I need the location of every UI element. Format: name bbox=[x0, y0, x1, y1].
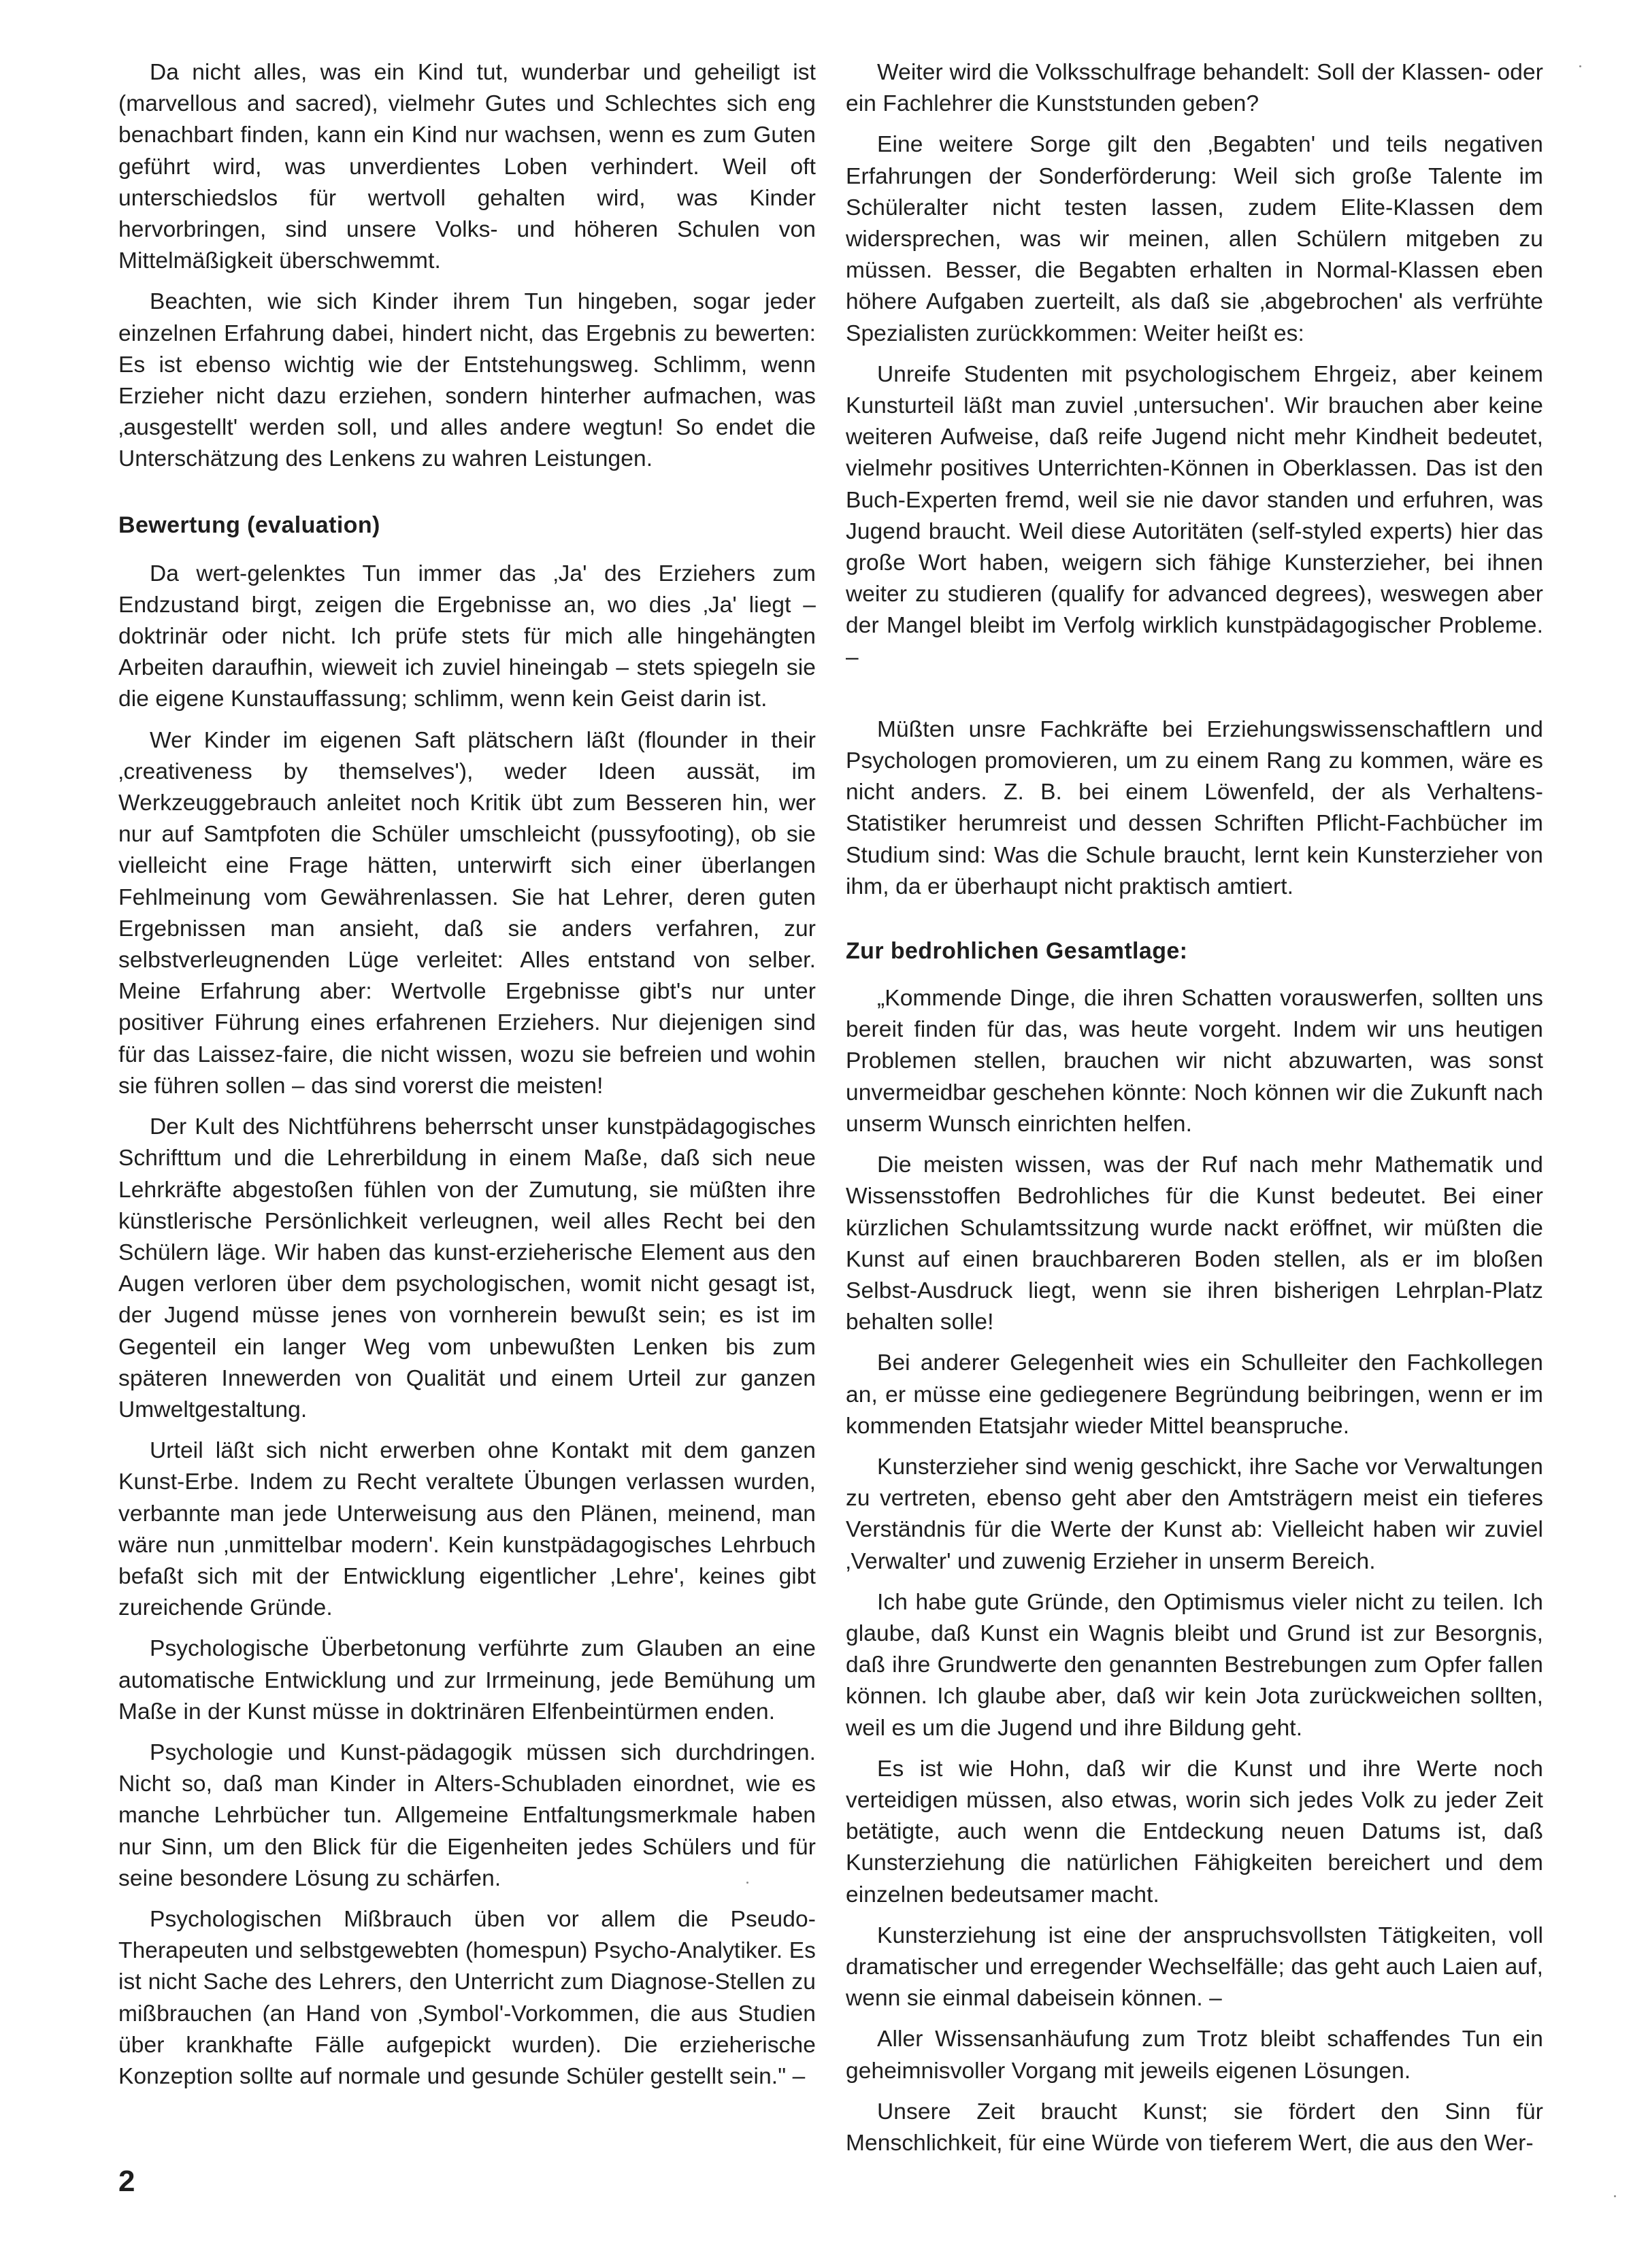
section-gap bbox=[846, 683, 1543, 714]
paragraph: „Kommende Dinge, die ihren Schatten vorauswerfen, sollten uns bereit finden für das, was heute vorgeht. Indem wir uns heutigen Problemen stellen, brauchen wir nicht abzuwarten, was sonst unvermeidbar geschehen könnte: Noch können wir die Zukunft nach unserm Wunsch einrichten helfen. bbox=[846, 986, 1543, 1137]
paragraph: Kunsterzieher sind wenig geschickt, ihre Sache vor Verwaltungen zu vertreten, ebenso geht aber den Amtsträgern meist ein tieferes Verständnis für die Werte der Kunst ab: Vielleicht haben wir zuviel ‚Verwalter' und zuwenig Erzieher in unserm Bereich. bbox=[846, 1454, 1543, 1574]
paragraph: Beachten, wie sich Kinder ihrem Tun hingeben, sogar jeder einzelnen Erfahrung dabei, hindert nicht, das Ergebnis zu bewerten: Es ist ebenso wichtig wie der Entstehungsweg. Schlimm, wenn Erzieher nicht dazu erziehen, sondern hinterher aufmachen, was ‚ausgestellt' werden soll, und alles andere wegtun! So endet die Unterschätzung des Lenkens zu wahren Leistungen. bbox=[118, 289, 816, 472]
paragraph: Kunsterziehung ist eine der anspruchsvollsten Tätigkeiten, voll dramatischer und erregender Wechselfälle; das geht auch Laien auf, wenn sie einmal dabeisein können. – bbox=[846, 1922, 1543, 2012]
paragraph: Psychologischen Mißbrauch üben vor allem die Pseudo-Therapeuten und selbstgewebten (homespun) Psycho-Analytiker. Es ist nicht Sache des Lehrers, den Unterricht zum Diagnose-Stellen zu mißbrauchen (an Hand von ‚Symbol'-Vorkommen, die aus Studien über krankhafte Fälle aufgepickt wurden). Die erzieherische Konzeption sollte auf normale und gesunde Schüler gestellt sein." – bbox=[118, 1906, 816, 2089]
right-column bbox=[846, 57, 1543, 2169]
print-speck bbox=[1614, 2195, 1616, 2197]
paragraph: Wer Kinder im eigenen Saft plätschern läßt (flounder in their ‚creativeness by themselves'), weder Ideen aussät, im Werkzeuggebrauch anleitet noch Kritik übt zum Besseren hin, wer nur auf Samtpfoten die Schüler umschleicht (pussyfooting), ob sie vielleicht eine Frage hätten, unterwirft sich einer überlangen Fehlmeinung vom Gewährenlassen. Sie hat Lehrer, deren guten Ergebnissen man ansieht, daß sie anders verfahren, zur selbstverleugnenden Lüge verleitet: Alles entstand von selber. Meine Erfahrung aber: Wertvolle Ergebnisse gibt's nur unter positiver Führung eines erfahrenen Erziehers. Nur diejenigen sind für das Laissez-faire, die nicht wissen, wozu sie befreien und wohin sie führen sollen – das sind vorerst die meisten! bbox=[118, 727, 816, 1099]
paragraph: Müßten unsre Fachkräfte bei Erziehungswissenschaftlern und Psychologen promovieren, um zu einem Rang zu kommen, wäre es nicht anders. Z. B. bei einem Löwenfeld, der als Verhaltens-Statistiker herumreist und dessen Schriften Pflicht-Fachbücher im Studium sind: Was die Schule braucht, lernt kein Kunsterzieher von ihm, da er überhaupt nicht praktisch amtiert. bbox=[846, 716, 1543, 899]
paragraph: Der Kult des Nichtführens beherrscht unser kunstpädagogisches Schrifttum und die Lehrerbildung in einem Maße, daß sich neue Lehrkräfte abgestoßen fühlen von der Zumutung, sie müßten ihre künstlerische Persönlichkeit verleugnen, weil alles Recht bei den Schülern läge. Wir haben das kunst-erzieherische Element aus den Augen verloren über dem psychologischen, womit nicht gesagt ist, der Jugend müsse jenes von vornherein bewußt sein; es ist im Gegenteil ein langer Weg vom unbewußten Lenken bis zum späteren Innewerden von Qualität und einem Urteil zur ganzen Umweltgestaltung. bbox=[118, 1114, 816, 1422]
paragraph: Da wert-gelenktes Tun immer das ‚Ja' des Erziehers zum Endzustand birgt, zeigen die Ergebnisse an, wo dies ‚Ja' liegt – doktrinär oder nicht. Ich prüfe stets für mich alle hingehängten Arbeiten daraufhin, wieweit ich zuviel hineingab – stets spiegeln sie die eigene Kunstauffassung; schlimm, wenn kein Geist darin ist. bbox=[118, 561, 816, 712]
paragraph: Psychologie und Kunst-pädagogik müssen sich durchdringen. Nicht so, daß man Kinder in Alters-Schubladen einordnet, wie es manche Lehrbücher tun. Allgemeine Entfaltungsmerkmale haben nur Sinn, um den Blick für die Eigenheiten jedes Schülers und für seine besondere Lösung zu schärfen. bbox=[118, 1739, 816, 1891]
paragraph: Unreife Studenten mit psychologischem Ehrgeiz, aber keinem Kunsturteil läßt man zuviel ‚untersuchen'. Wir brauchen aber keine weiteren Aufweise, daß reife Jugend nicht mehr Kindheit bedeutet, vielmehr positives Unterrichten-Können in Oberklassen. Das ist den Buch-Experten fremd, weil sie nie davor standen und erfuhren, was Jugend braucht. Weil diese Autoritäten (self-styled experts) hier das große Wort haben, weigern sich fähige Kunsterzieher, bei ihnen weiter zu studieren (qualify for advanced degrees), weswegen aber der Mangel bleibt im Verfolg wirklich kunstpädagogischer Probleme. – bbox=[846, 361, 1543, 670]
paragraph: Es ist wie Hohn, daß wir die Kunst und ihre Werte noch verteidigen müssen, also etwas, worin sich jedes Volk zu jeder Zeit betätigte, auch wenn die Entdeckung neuen Datums ist, daß Kunsterziehung die natürlichen Fähigkeiten bereichert und dem einzelnen bedeutsamer macht. bbox=[846, 1756, 1543, 1907]
print-speck bbox=[746, 1882, 748, 1884]
paragraph: Aller Wissensanhäufung zum Trotz bleibt schaffendes Tun ein geheimnisvoller Vorgang mit jeweils eigenen Lösungen. bbox=[846, 2027, 1543, 2084]
paragraph: Ich habe gute Gründe, den Optimismus vieler nicht zu teilen. Ich glaube, daß Kunst ein Wagnis bleibt und Grund ist zur Besorgnis, daß ihre Grundwerte den genannten Bestrebungen zum Opfer fallen können. Ich glaube aber, daß wir kein Jota zurückweichen sollten, weil es um die Jugend und ihre Bildung geht. bbox=[846, 1589, 1543, 1741]
paragraph: Die meisten wissen, was der Ruf nach mehr Mathematik und Wissensstoffen Bedrohliches für die Kunst bedeutet. Bei einer kürzlichen Schulamtssitzung wurde nackt eröffnet, wir müßten die Kunst auf einen brauchbareren Boden stellen, als er im bloßen Selbst-Ausdruck liegt, wenn sie ihren bisherigen Lehrplan-Platz behalten solle! bbox=[846, 1152, 1543, 1335]
paragraph: Psychologische Überbetonung verführte zum Glauben an eine automatische Entwicklung und zur Irrmeinung, jede Bemühung um Maße in der Kunst müsse in doktrinären Elfenbeintürmen enden. bbox=[118, 1636, 816, 1724]
paragraph: Da nicht alles, was ein Kind tut, wunderbar und geheiligt ist (marvellous and sacred), vielmehr Gutes und Schlechtes sich eng benachbart finden, kann ein Kind nur wachsen, wenn es zum Guten geführt wird, was unverdientes Loben verhindert. Weil oft unterschiedslos für wertvoll gehalten wird, was Kinder hervorbringen, sind unsere Volks- und höheren Schulen von Mittelmäßigkeit überschwemmt. bbox=[118, 60, 816, 274]
section-heading-gesamtlage: Zur bedrohlichen Gesamtlage: bbox=[846, 938, 1188, 965]
print-speck bbox=[1579, 65, 1581, 67]
paragraph: Urteil läßt sich nicht erwerben ohne Kontakt mit dem ganzen Kunst-Erbe. Indem zu Recht veraltete Übungen verlassen wurden, verbannte man jede Unterweisung aus den Plänen, meinend, man wäre nun ‚unmittelbar modern'. Kein kunstpädagogisches Lehrbuch befaßt sich mit der Entwicklung eigentlicher ‚Lehre', keines gibt zureichende Gründe. bbox=[118, 1438, 816, 1621]
paragraph: Eine weitere Sorge gilt den ‚Begabten' und teils negativen Erfahrungen der Sonderförderung: Weil sich große Talente im Schüleralter nicht testen lassen, zudem Elite-Klassen dem widersprechen, was wir meinen, allen Schülern mitgeben zu müssen. Besser, die Begabten erhalten in Normal-Klassen eben höhere Aufgaben zuerteilt, als daß sie ‚abgebrochen' als verfrühte Spezialisten zurückkommen: Weiter heißt es: bbox=[846, 132, 1543, 346]
left-column bbox=[118, 57, 816, 2102]
paragraph: Unsere Zeit braucht Kunst; sie fördert den Sinn für Menschlichkeit, für eine Würde von tieferem Wert, die aus den Wer- bbox=[846, 2099, 1543, 2156]
paragraph: Bei anderer Gelegenheit wies ein Schulleiter den Fachkollegen an, er müsse eine gediegenere Begründung beibringen, wenn er im kommenden Etatsjahr wieder Mittel beanspruche. bbox=[846, 1350, 1543, 1439]
section-heading-bewertung: Bewertung (evaluation) bbox=[118, 512, 380, 538]
paragraph: Weiter wird die Volksschulfrage behandelt: Soll der Klassen- oder ein Fachlehrer die Kunststunden geben? bbox=[846, 60, 1543, 117]
page-number: 2 bbox=[118, 2165, 135, 2198]
